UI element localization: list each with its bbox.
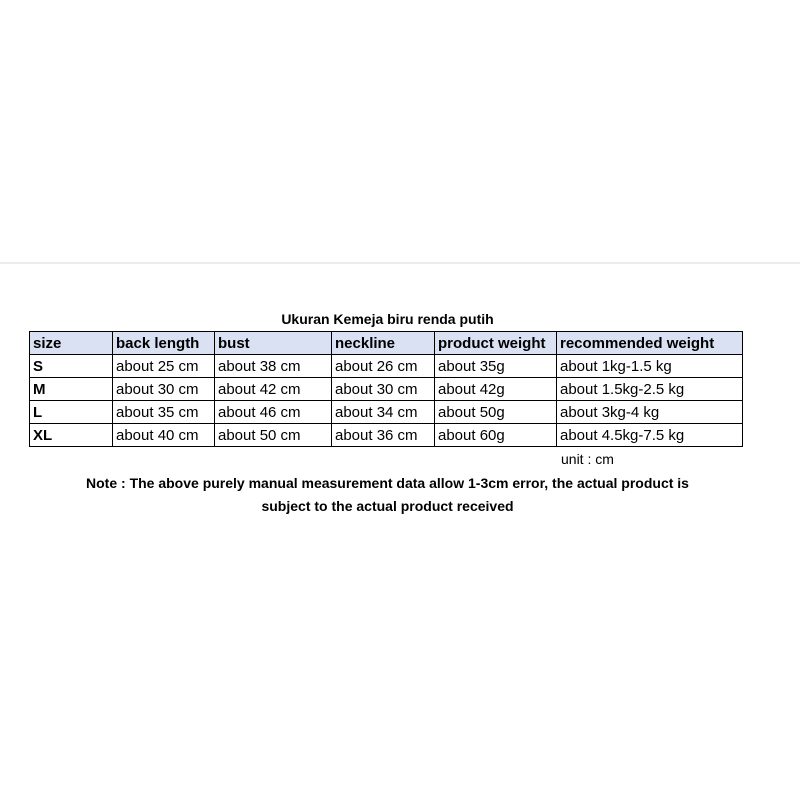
header-product-weight: product weight <box>435 332 557 355</box>
recommended-weight-cell: about 1.5kg-2.5 kg <box>557 378 743 401</box>
header-recommended-weight: recommended weight <box>557 332 743 355</box>
unit-label: unit : cm <box>561 451 614 467</box>
measurement-note <box>30 472 745 518</box>
header-bust: bust <box>215 332 332 355</box>
size-chart-table <box>29 331 743 447</box>
product-weight-cell: about 50g <box>435 401 557 424</box>
neckline-cell: about 34 cm <box>332 401 435 424</box>
size-cell: L <box>30 401 113 424</box>
back-length-cell: about 30 cm <box>113 378 215 401</box>
product-weight-cell: about 35g <box>435 355 557 378</box>
top-divider <box>0 262 800 264</box>
table-row <box>30 355 743 378</box>
header-size: size <box>30 332 113 355</box>
back-length-cell: about 40 cm <box>113 424 215 447</box>
note-line-1: Note : The above purely manual measurement data allow 1-3cm error, the actual product is <box>86 475 689 491</box>
recommended-weight-cell: about 4.5kg-7.5 kg <box>557 424 743 447</box>
header-back-length: back length <box>113 332 215 355</box>
size-cell: S <box>30 355 113 378</box>
recommended-weight-cell: about 3kg-4 kg <box>557 401 743 424</box>
header-neckline: neckline <box>332 332 435 355</box>
neckline-cell: about 26 cm <box>332 355 435 378</box>
bust-cell: about 46 cm <box>215 401 332 424</box>
neckline-cell: about 30 cm <box>332 378 435 401</box>
table-row <box>30 401 743 424</box>
size-cell: XL <box>30 424 113 447</box>
product-weight-cell: about 42g <box>435 378 557 401</box>
bust-cell: about 50 cm <box>215 424 332 447</box>
table-row <box>30 378 743 401</box>
bust-cell: about 42 cm <box>215 378 332 401</box>
table-title: Ukuran Kemeja biru renda putih <box>281 311 494 327</box>
product-weight-cell: about 60g <box>435 424 557 447</box>
note-line-2: subject to the actual product received <box>261 498 514 514</box>
neckline-cell: about 36 cm <box>332 424 435 447</box>
size-cell: M <box>30 378 113 401</box>
table-row <box>30 424 743 447</box>
bust-cell: about 38 cm <box>215 355 332 378</box>
back-length-cell: about 35 cm <box>113 401 215 424</box>
table-header-row <box>30 332 743 355</box>
back-length-cell: about 25 cm <box>113 355 215 378</box>
recommended-weight-cell: about 1kg-1.5 kg <box>557 355 743 378</box>
